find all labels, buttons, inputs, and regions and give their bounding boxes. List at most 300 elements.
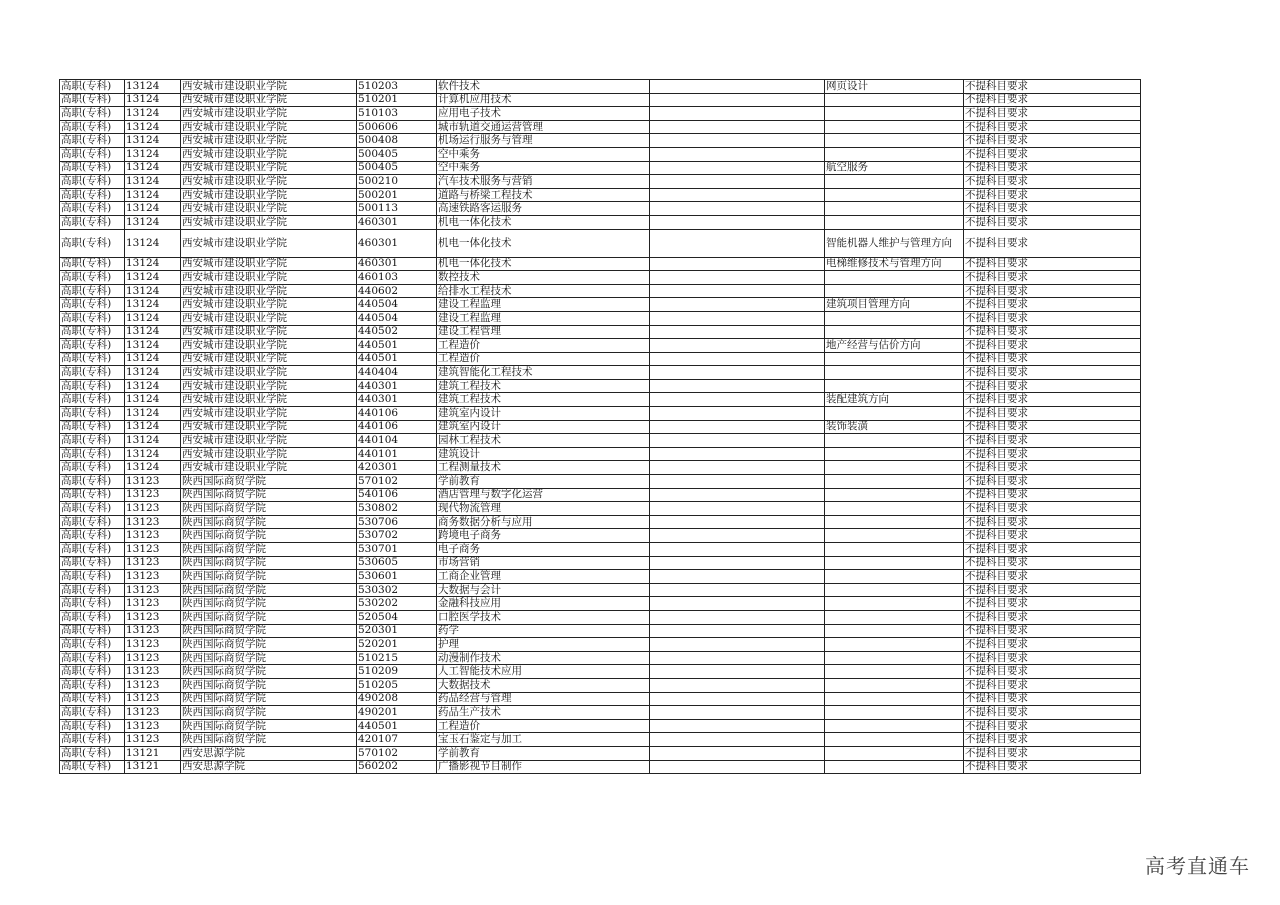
major-name-cell: 跨境电子商务 [437,529,650,543]
direction-cell: 建筑项目管理方向 [825,298,964,312]
subject-requirement-cell: 不提科目要求 [964,624,1141,638]
school-code-cell: 13124 [125,120,181,134]
school-name-cell: 陕西国际商贸学院 [181,638,357,652]
school-code-cell: 13124 [125,407,181,421]
major-code-cell: 530202 [357,597,437,611]
major-name-cell: 应用电子技术 [437,107,650,121]
level-cell: 高职(专科) [60,461,125,475]
school-name-cell: 陕西国际商贸学院 [181,678,357,692]
subject-requirement-cell: 不提科目要求 [964,420,1141,434]
major-name-cell: 机电一体化技术 [437,257,650,271]
table-row [60,284,1141,298]
table-row [60,229,1141,257]
school-name-cell: 西安城市建设职业学院 [181,257,357,271]
school-code-cell: 13124 [125,352,181,366]
direction-cell [825,352,964,366]
school-code-cell: 13123 [125,665,181,679]
subject-requirement-cell: 不提科目要求 [964,202,1141,216]
subject-requirement-cell: 不提科目要求 [964,284,1141,298]
level-cell: 高职(专科) [60,407,125,421]
table-row [60,733,1141,747]
major-code-cell: 570102 [357,746,437,760]
major-name-cell: 人工智能技术应用 [437,665,650,679]
major-code-cell: 440504 [357,311,437,325]
major-code-cell: 490208 [357,692,437,706]
major-code-cell: 500113 [357,202,437,216]
subject-requirement-cell: 不提科目要求 [964,692,1141,706]
watermark-text: 高考直通车 [1145,854,1250,878]
subject-requirement-cell: 不提科目要求 [964,461,1141,475]
school-code-cell: 13123 [125,583,181,597]
school-code-cell: 13124 [125,93,181,107]
direction-cell [825,665,964,679]
major-code-cell: 570102 [357,475,437,489]
level-cell: 高职(专科) [60,624,125,638]
subject-requirement-cell: 不提科目要求 [964,120,1141,134]
major-name-cell: 商务数据分析与应用 [437,515,650,529]
major-code-cell: 520301 [357,624,437,638]
direction-cell [825,692,964,706]
major-code-cell: 510103 [357,107,437,121]
subject-requirement-cell: 不提科目要求 [964,515,1141,529]
table-body [60,80,1141,774]
school-name-cell: 陕西国际商贸学院 [181,529,357,543]
blank-cell [650,502,825,516]
direction-cell: 网页设计 [825,80,964,94]
level-cell: 高职(专科) [60,339,125,353]
major-code-cell: 440602 [357,284,437,298]
level-cell: 高职(专科) [60,188,125,202]
level-cell: 高职(专科) [60,202,125,216]
blank-cell [650,366,825,380]
table-row [60,407,1141,421]
level-cell: 高职(专科) [60,733,125,747]
direction-cell [825,447,964,461]
major-code-cell: 530302 [357,583,437,597]
school-name-cell: 西安城市建设职业学院 [181,325,357,339]
major-name-cell: 动漫制作技术 [437,651,650,665]
blank-cell [650,461,825,475]
subject-requirement-cell: 不提科目要求 [964,570,1141,584]
subject-requirement-cell: 不提科目要求 [964,610,1141,624]
school-name-cell: 西安城市建设职业学院 [181,161,357,175]
major-code-cell: 420107 [357,733,437,747]
table-row [60,461,1141,475]
school-name-cell: 陕西国际商贸学院 [181,556,357,570]
school-code-cell: 13123 [125,597,181,611]
blank-cell [650,543,825,557]
subject-requirement-cell: 不提科目要求 [964,760,1141,774]
subject-requirement-cell: 不提科目要求 [964,366,1141,380]
level-cell: 高职(专科) [60,706,125,720]
major-code-cell: 440106 [357,420,437,434]
table-row [60,366,1141,380]
major-name-cell: 建筑工程技术 [437,393,650,407]
school-code-cell: 13123 [125,570,181,584]
table-row [60,556,1141,570]
level-cell: 高职(专科) [60,570,125,584]
level-cell: 高职(专科) [60,366,125,380]
direction-cell: 地产经营与估价方向 [825,339,964,353]
direction-cell [825,706,964,720]
level-cell: 高职(专科) [60,420,125,434]
major-code-cell: 530706 [357,515,437,529]
level-cell: 高职(专科) [60,284,125,298]
school-code-cell: 13123 [125,733,181,747]
level-cell: 高职(专科) [60,229,125,257]
school-name-cell: 陕西国际商贸学院 [181,515,357,529]
table-row [60,107,1141,121]
major-code-cell: 440404 [357,366,437,380]
direction-cell [825,488,964,502]
direction-cell [825,760,964,774]
subject-requirement-cell: 不提科目要求 [964,475,1141,489]
major-name-cell: 工程测量技术 [437,461,650,475]
table-row [60,352,1141,366]
major-code-cell: 420301 [357,461,437,475]
school-name-cell: 西安城市建设职业学院 [181,107,357,121]
direction-cell [825,597,964,611]
major-name-cell: 药品生产技术 [437,706,650,720]
major-code-cell: 510203 [357,80,437,94]
school-code-cell: 13123 [125,515,181,529]
table-row [60,475,1141,489]
major-name-cell: 金融科技应用 [437,597,650,611]
major-name-cell: 给排水工程技术 [437,284,650,298]
major-name-cell: 护理 [437,638,650,652]
level-cell: 高职(专科) [60,120,125,134]
direction-cell: 电梯维修技术与管理方向 [825,257,964,271]
major-name-cell: 学前教育 [437,475,650,489]
level-cell: 高职(专科) [60,556,125,570]
subject-requirement-cell: 不提科目要求 [964,161,1141,175]
table-row [60,93,1141,107]
major-code-cell: 530605 [357,556,437,570]
table-row [60,80,1141,94]
blank-cell [650,257,825,271]
table-row [60,529,1141,543]
school-name-cell: 陕西国际商贸学院 [181,475,357,489]
direction-cell [825,583,964,597]
subject-requirement-cell: 不提科目要求 [964,311,1141,325]
school-name-cell: 西安城市建设职业学院 [181,284,357,298]
table-row [60,583,1141,597]
blank-cell [650,583,825,597]
blank-cell [650,719,825,733]
major-name-cell: 药学 [437,624,650,638]
major-name-cell: 机电一体化技术 [437,215,650,229]
major-name-cell: 建筑设计 [437,447,650,461]
level-cell: 高职(专科) [60,298,125,312]
blank-cell [650,515,825,529]
table-row [60,706,1141,720]
major-code-cell: 510215 [357,651,437,665]
direction-cell [825,120,964,134]
school-name-cell: 西安城市建设职业学院 [181,229,357,257]
school-name-cell: 陕西国际商贸学院 [181,692,357,706]
blank-cell [650,529,825,543]
school-code-cell: 13124 [125,311,181,325]
major-code-cell: 520201 [357,638,437,652]
school-code-cell: 13124 [125,339,181,353]
subject-requirement-cell: 不提科目要求 [964,746,1141,760]
school-name-cell: 西安城市建设职业学院 [181,93,357,107]
major-code-cell: 440501 [357,339,437,353]
major-name-cell: 宝玉石鉴定与加工 [437,733,650,747]
school-code-cell: 13124 [125,366,181,380]
school-code-cell: 13123 [125,678,181,692]
level-cell: 高职(专科) [60,610,125,624]
table-row [60,610,1141,624]
major-name-cell: 城市轨道交通运营管理 [437,120,650,134]
major-name-cell: 空中乘务 [437,161,650,175]
major-code-cell: 500405 [357,147,437,161]
school-code-cell: 13124 [125,420,181,434]
level-cell: 高职(专科) [60,257,125,271]
major-code-cell: 440104 [357,434,437,448]
subject-requirement-cell: 不提科目要求 [964,352,1141,366]
school-code-cell: 13124 [125,188,181,202]
major-name-cell: 药品经营与管理 [437,692,650,706]
school-code-cell: 13123 [125,692,181,706]
school-name-cell: 陕西国际商贸学院 [181,502,357,516]
table-row [60,502,1141,516]
table-row [60,597,1141,611]
school-code-cell: 13123 [125,556,181,570]
major-code-cell: 440501 [357,719,437,733]
major-code-cell: 510205 [357,678,437,692]
level-cell: 高职(专科) [60,434,125,448]
subject-requirement-cell: 不提科目要求 [964,543,1141,557]
school-name-cell: 西安城市建设职业学院 [181,420,357,434]
school-code-cell: 13124 [125,257,181,271]
school-name-cell: 西安城市建设职业学院 [181,188,357,202]
level-cell: 高职(专科) [60,393,125,407]
major-name-cell: 工程造价 [437,719,650,733]
blank-cell [650,420,825,434]
major-code-cell: 490201 [357,706,437,720]
major-code-cell: 500201 [357,188,437,202]
major-code-cell: 500405 [357,161,437,175]
major-name-cell: 建设工程监理 [437,311,650,325]
school-code-cell: 13123 [125,624,181,638]
school-code-cell: 13124 [125,379,181,393]
direction-cell [825,366,964,380]
level-cell: 高职(专科) [60,271,125,285]
blank-cell [650,134,825,148]
school-code-cell: 13124 [125,461,181,475]
major-code-cell: 460301 [357,229,437,257]
major-name-cell: 建设工程管理 [437,325,650,339]
major-code-cell: 530701 [357,543,437,557]
major-name-cell: 大数据技术 [437,678,650,692]
table-row [60,311,1141,325]
table-row [60,760,1141,774]
blank-cell [650,161,825,175]
blank-cell [650,651,825,665]
table-row [60,420,1141,434]
table-row [60,215,1141,229]
major-code-cell: 560202 [357,760,437,774]
major-name-cell: 工程造价 [437,339,650,353]
major-name-cell: 口腔医学技术 [437,610,650,624]
major-name-cell: 数控技术 [437,271,650,285]
school-code-cell: 13123 [125,706,181,720]
direction-cell: 航空服务 [825,161,964,175]
table-row [60,379,1141,393]
subject-requirement-cell: 不提科目要求 [964,529,1141,543]
blank-cell [650,284,825,298]
school-name-cell: 西安思源学院 [181,760,357,774]
direction-cell: 智能机器人维护与管理方向 [825,229,964,257]
blank-cell [650,325,825,339]
school-name-cell: 西安城市建设职业学院 [181,271,357,285]
major-code-cell: 440301 [357,379,437,393]
level-cell: 高职(专科) [60,107,125,121]
subject-requirement-cell: 不提科目要求 [964,447,1141,461]
school-code-cell: 13124 [125,80,181,94]
subject-requirement-cell: 不提科目要求 [964,215,1141,229]
direction-cell [825,93,964,107]
level-cell: 高职(专科) [60,379,125,393]
direction-cell [825,570,964,584]
subject-requirement-cell: 不提科目要求 [964,556,1141,570]
level-cell: 高职(专科) [60,161,125,175]
subject-requirement-cell: 不提科目要求 [964,379,1141,393]
direction-cell [825,678,964,692]
level-cell: 高职(专科) [60,475,125,489]
major-code-cell: 440106 [357,407,437,421]
school-code-cell: 13124 [125,284,181,298]
direction-cell [825,325,964,339]
major-name-cell: 现代物流管理 [437,502,650,516]
school-name-cell: 西安城市建设职业学院 [181,298,357,312]
major-code-cell: 510201 [357,93,437,107]
direction-cell [825,215,964,229]
school-name-cell: 西安城市建设职业学院 [181,461,357,475]
major-code-cell: 530601 [357,570,437,584]
direction-cell [825,529,964,543]
school-name-cell: 陕西国际商贸学院 [181,488,357,502]
major-name-cell: 电子商务 [437,543,650,557]
table-row [60,678,1141,692]
table-row [60,624,1141,638]
subject-requirement-cell: 不提科目要求 [964,188,1141,202]
subject-requirement-cell: 不提科目要求 [964,271,1141,285]
level-cell: 高职(专科) [60,215,125,229]
subject-requirement-cell: 不提科目要求 [964,706,1141,720]
direction-cell [825,610,964,624]
direction-cell [825,271,964,285]
school-code-cell: 13121 [125,746,181,760]
major-name-cell: 酒店管理与数字化运营 [437,488,650,502]
blank-cell [650,93,825,107]
major-name-cell: 市场营销 [437,556,650,570]
direction-cell: 装配建筑方向 [825,393,964,407]
major-code-cell: 520504 [357,610,437,624]
subject-requirement-cell: 不提科目要求 [964,80,1141,94]
subject-requirement-cell: 不提科目要求 [964,339,1141,353]
level-cell: 高职(专科) [60,543,125,557]
major-code-cell: 440502 [357,325,437,339]
direction-cell [825,746,964,760]
blank-cell [650,624,825,638]
blank-cell [650,556,825,570]
subject-requirement-cell: 不提科目要求 [964,638,1141,652]
school-code-cell: 13123 [125,610,181,624]
school-code-cell: 13123 [125,475,181,489]
direction-cell [825,379,964,393]
blank-cell [650,188,825,202]
major-name-cell: 工程造价 [437,352,650,366]
level-cell: 高职(专科) [60,692,125,706]
blank-cell [650,434,825,448]
level-cell: 高职(专科) [60,80,125,94]
blank-cell [650,339,825,353]
major-name-cell: 建筑室内设计 [437,420,650,434]
major-code-cell: 460301 [357,257,437,271]
subject-requirement-cell: 不提科目要求 [964,298,1141,312]
table-row [60,719,1141,733]
school-name-cell: 西安城市建设职业学院 [181,134,357,148]
school-code-cell: 13123 [125,651,181,665]
direction-cell [825,502,964,516]
school-code-cell: 13124 [125,175,181,189]
direction-cell [825,147,964,161]
major-code-cell: 460103 [357,271,437,285]
direction-cell [825,407,964,421]
school-name-cell: 西安城市建设职业学院 [181,80,357,94]
blank-cell [650,665,825,679]
blank-cell [650,407,825,421]
level-cell: 高职(专科) [60,746,125,760]
direction-cell [825,475,964,489]
blank-cell [650,610,825,624]
blank-cell [650,393,825,407]
blank-cell [650,692,825,706]
level-cell: 高职(专科) [60,638,125,652]
level-cell: 高职(专科) [60,665,125,679]
school-code-cell: 13124 [125,147,181,161]
direction-cell [825,134,964,148]
blank-cell [650,271,825,285]
major-code-cell: 500210 [357,175,437,189]
blank-cell [650,215,825,229]
school-name-cell: 西安城市建设职业学院 [181,311,357,325]
level-cell: 高职(专科) [60,515,125,529]
blank-cell [650,175,825,189]
school-code-cell: 13123 [125,638,181,652]
direction-cell [825,188,964,202]
school-name-cell: 西安城市建设职业学院 [181,393,357,407]
table-row [60,651,1141,665]
major-code-cell: 540106 [357,488,437,502]
school-name-cell: 西安城市建设职业学院 [181,147,357,161]
major-name-cell: 机电一体化技术 [437,229,650,257]
direction-cell [825,461,964,475]
level-cell: 高职(专科) [60,311,125,325]
subject-requirement-cell: 不提科目要求 [964,257,1141,271]
table-row [60,434,1141,448]
major-code-cell: 440301 [357,393,437,407]
major-name-cell: 广播影视节目制作 [437,760,650,774]
major-code-cell: 440101 [357,447,437,461]
direction-cell [825,733,964,747]
subject-requirement-cell: 不提科目要求 [964,665,1141,679]
subject-requirement-cell: 不提科目要求 [964,488,1141,502]
table-row [60,665,1141,679]
school-code-cell: 13123 [125,488,181,502]
